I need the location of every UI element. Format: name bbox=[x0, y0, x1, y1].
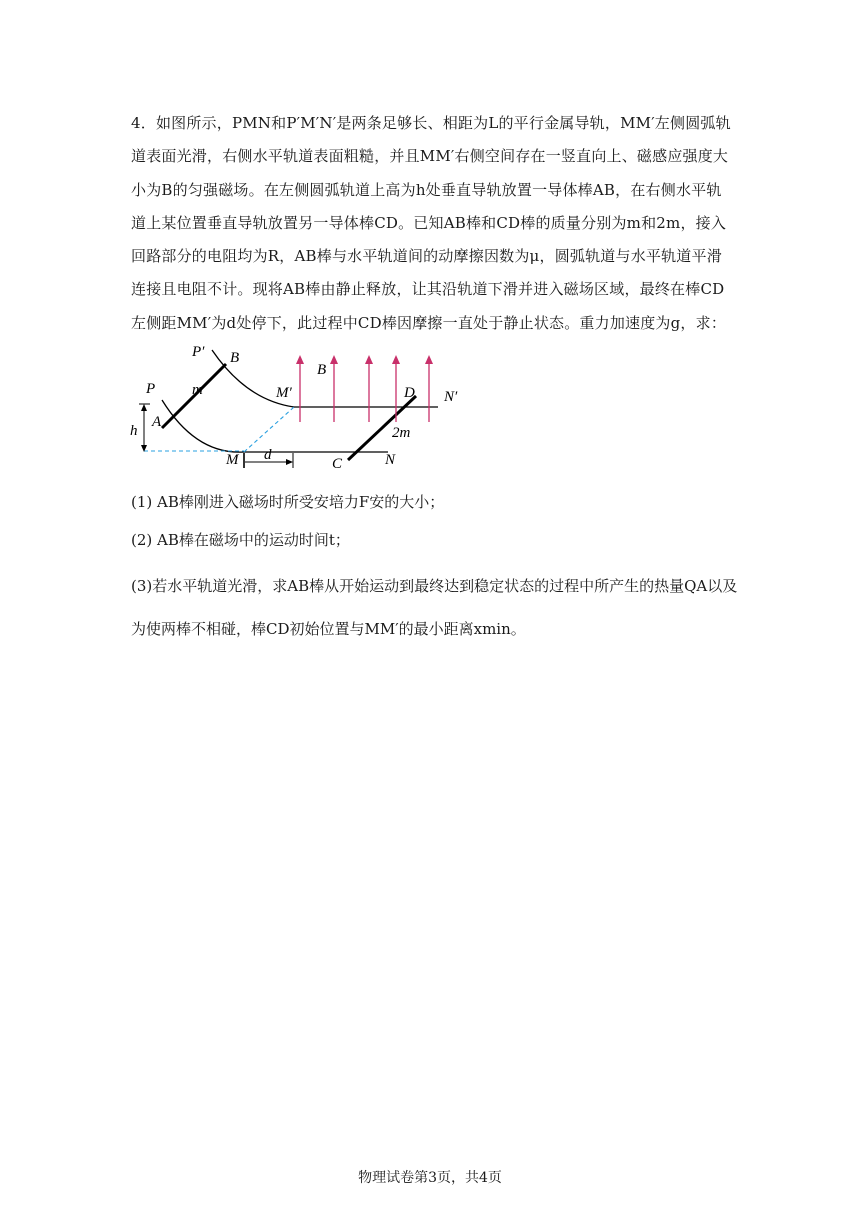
question-3: (3)若水平轨道光滑，求AB棒从开始运动到最终达到稳定状态的过程中所产生的热量QA以及为使两棒不相碰，棒CD初始位置与MM′的最小距离xmin。 bbox=[131, 577, 738, 638]
field-arrow-head bbox=[425, 355, 433, 364]
label-two-m: 2m bbox=[392, 425, 411, 441]
field-arrow-head bbox=[392, 355, 400, 364]
label-b-field: B bbox=[317, 362, 327, 378]
field-arrow-head bbox=[330, 355, 338, 364]
page-footer: 物理试卷第3页，共4页 bbox=[358, 1170, 502, 1186]
label-m: m bbox=[192, 382, 203, 398]
label-p: P bbox=[146, 381, 156, 397]
label-c: C bbox=[332, 456, 343, 472]
label-m-prime: M′ bbox=[276, 385, 292, 401]
question-2: (2) AB棒在磁场中的运动时间t； bbox=[131, 531, 350, 549]
label-b-top: B bbox=[230, 350, 240, 366]
h-arrow-top bbox=[141, 404, 147, 411]
rail-diagram bbox=[126, 340, 466, 476]
label-d-distance: d bbox=[264, 447, 272, 463]
label-n: N bbox=[385, 452, 396, 468]
field-arrow-head bbox=[365, 355, 373, 364]
field-arrow-head bbox=[296, 355, 304, 364]
question-1: (1) AB棒刚进入磁场时所受安培力F安的大小； bbox=[131, 493, 445, 511]
label-m-point: M bbox=[226, 452, 239, 468]
problem-statement bbox=[131, 107, 731, 340]
label-a: A bbox=[152, 414, 162, 430]
d-arrow bbox=[286, 459, 293, 465]
mm-prime-dashed-line bbox=[244, 407, 294, 452]
label-n-prime: N′ bbox=[444, 389, 458, 405]
problem-text: 4．如图所示，PMN和P′M′N′是两条足够长、相距为L的平行金属导轨，MM′左侧圆弧轨道表面光滑，右侧水平轨道表面粗糙，并且MM′右侧空间存在一竖直向上、磁感应强度大小为B的匀强磁场。在左侧圆弧轨道上高为h处垂直导轨放置一导体棒AB，在右侧水平轨道上某位置垂直导轨放置另一导体棒CD。已知AB棒和CD棒的质量分别为m和2m，接入回路部分的电阻均为R，AB棒与水平轨道间的动摩擦因数为μ，圆弧轨道与水平轨道平滑连接且电阻不计。现将AB棒由静止释放，让其沿轨道下滑并进入磁场区域，最终在棒CD左侧距MM′为d处停下，此过程中CD棒因摩擦一直处于静止状态。重力加速度为g，求： bbox=[131, 114, 731, 332]
label-h: h bbox=[130, 423, 138, 439]
label-p-prime: P′ bbox=[192, 344, 205, 360]
label-d: D bbox=[404, 385, 415, 401]
arc-rail-front bbox=[162, 400, 244, 452]
